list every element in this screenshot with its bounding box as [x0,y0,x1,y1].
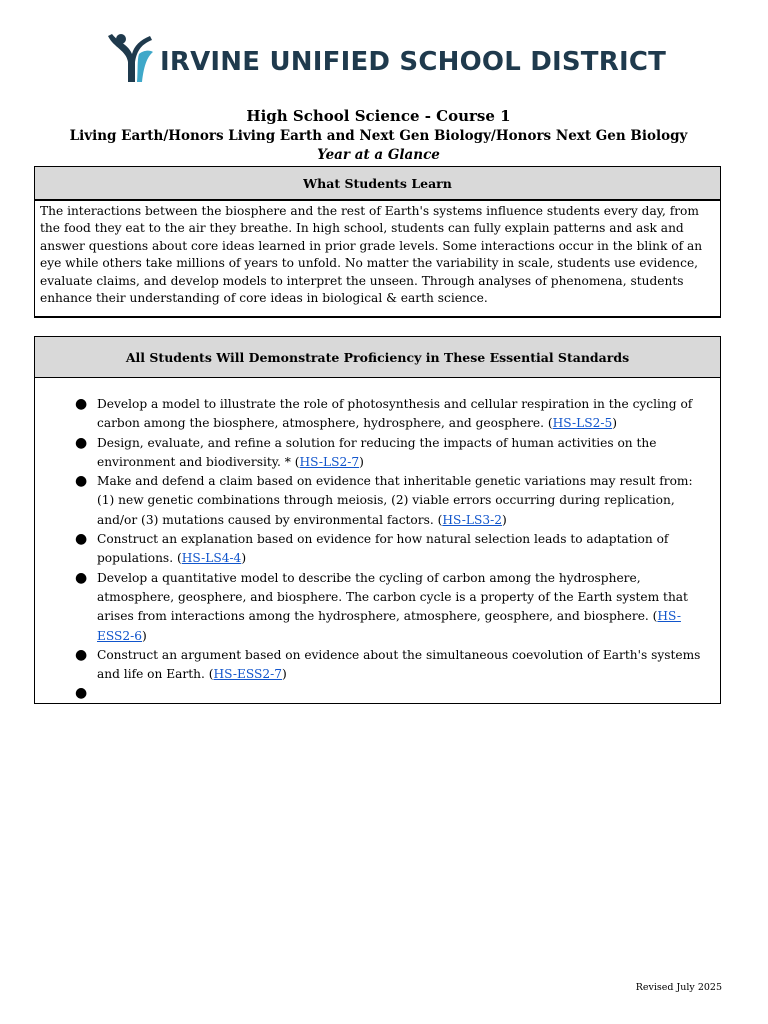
standard-item [75,472,705,530]
standard-text-close: ) [612,416,617,431]
standard-code-link[interactable]: HS-ESS2-6 [97,609,681,643]
standard-text-close: ) [282,667,287,682]
what-students-learn-heading: What Students Learn [35,167,720,201]
page-tagline: Year at a Glance [317,147,440,163]
standard-code-link[interactable]: HS-ESS2-7 [213,667,283,682]
standard-text: Design, evaluate, and refine a solution for reducing the impacts of human activities on the environment and biodiversity. * ( [97,435,657,469]
revised-date: Revised July 2025 [635,982,722,993]
essential-standards-heading: All Students Will Demonstrate Proficiency in These Essential Standards [35,337,720,378]
standard-item [75,395,705,434]
bullet-icon: ● [75,531,88,548]
page-subtitle: Living Earth/Honors Living Earth and Next Gen Biology/Honors Next Gen Biology [69,128,688,144]
standard-item [75,434,705,473]
bullet-icon: ● [75,473,88,490]
standard-text-close: ) [241,551,247,566]
standard-text-close: ) [359,454,364,469]
standard-text: Construct an argument based on evidence about the simultaneous coevolution of Earth's systems and life on Earth. ( [97,647,701,682]
standard-text: Make and defend a claim based on evidence that inheritable genetic variations may result from: (1) new genetic combinations through meiosis, (2) viable errors occurring during replication, and/or (3) mutations caused by environmental factors. ( [97,474,693,527]
bullet-icon: ● [75,396,88,412]
district-name: IRVINE UNIFIED SCHOOL DISTRICT [160,47,667,77]
standard-text: Develop a quantitative model to describe the cycling of carbon among the hydrosphere, atmosphere, geosphere, and biosphere. The carbon cycle is a property of the Earth system that arises from interactions among the hydrosphere, atmosphere, geosphere, and biosphere. ( [97,570,688,624]
standard-item [75,646,705,685]
bullet-icon: ● [75,685,88,702]
essential-standards-list [75,395,705,703]
standard-item [75,569,705,646]
standard-code-link[interactable]: HS-LS4-4 [181,551,242,566]
essential-standards-table [34,336,721,704]
district-logo [106,30,666,86]
bullet-icon: ● [75,434,88,451]
bullet-icon: ● [75,646,88,663]
standard-code-link[interactable]: HS-LS2-7 [299,454,360,469]
standard-item [75,530,705,569]
standard-item [75,684,705,703]
bullet-icon: ● [75,569,88,586]
what-students-learn-table [34,166,721,318]
district-logo-icon [106,32,154,84]
standard-code-link[interactable]: HS-LS3-2 [442,512,502,527]
document-titles [34,106,723,164]
page-title: High School Science - Course 1 [246,107,511,125]
standard-text: Construct an explanation based on evidence for how natural selection leads to adaptation of populations. ( [97,532,669,566]
standard-code-link[interactable]: HS-LS2-5 [552,416,613,431]
standard-text: Develop a model to illustrate the role of photosynthesis and cellular respiration in the cycling of carbon among the biosphere, atmosphere, hydrosphere, and geosphere. ( [97,397,693,431]
standard-text-close: ) [501,512,507,527]
standard-text-close: ) [142,628,147,643]
what-students-learn-body: The interactions between the biosphere and the rest of Earth's systems influence students every day, from the food they eat to the air they breathe. In high school, students can fully explain patterns and ask and answer questions about core ideas learned in prior grade levels. Some interactions occur in the blink of an eye while others take millions of years to unfold. No matter the variability in scale, students use evidence, evaluate claims, and develop models to interpret the unseen. Through analyses of phenomena, students enhance their understanding of core ideas in biological & earth science. [40,204,703,306]
